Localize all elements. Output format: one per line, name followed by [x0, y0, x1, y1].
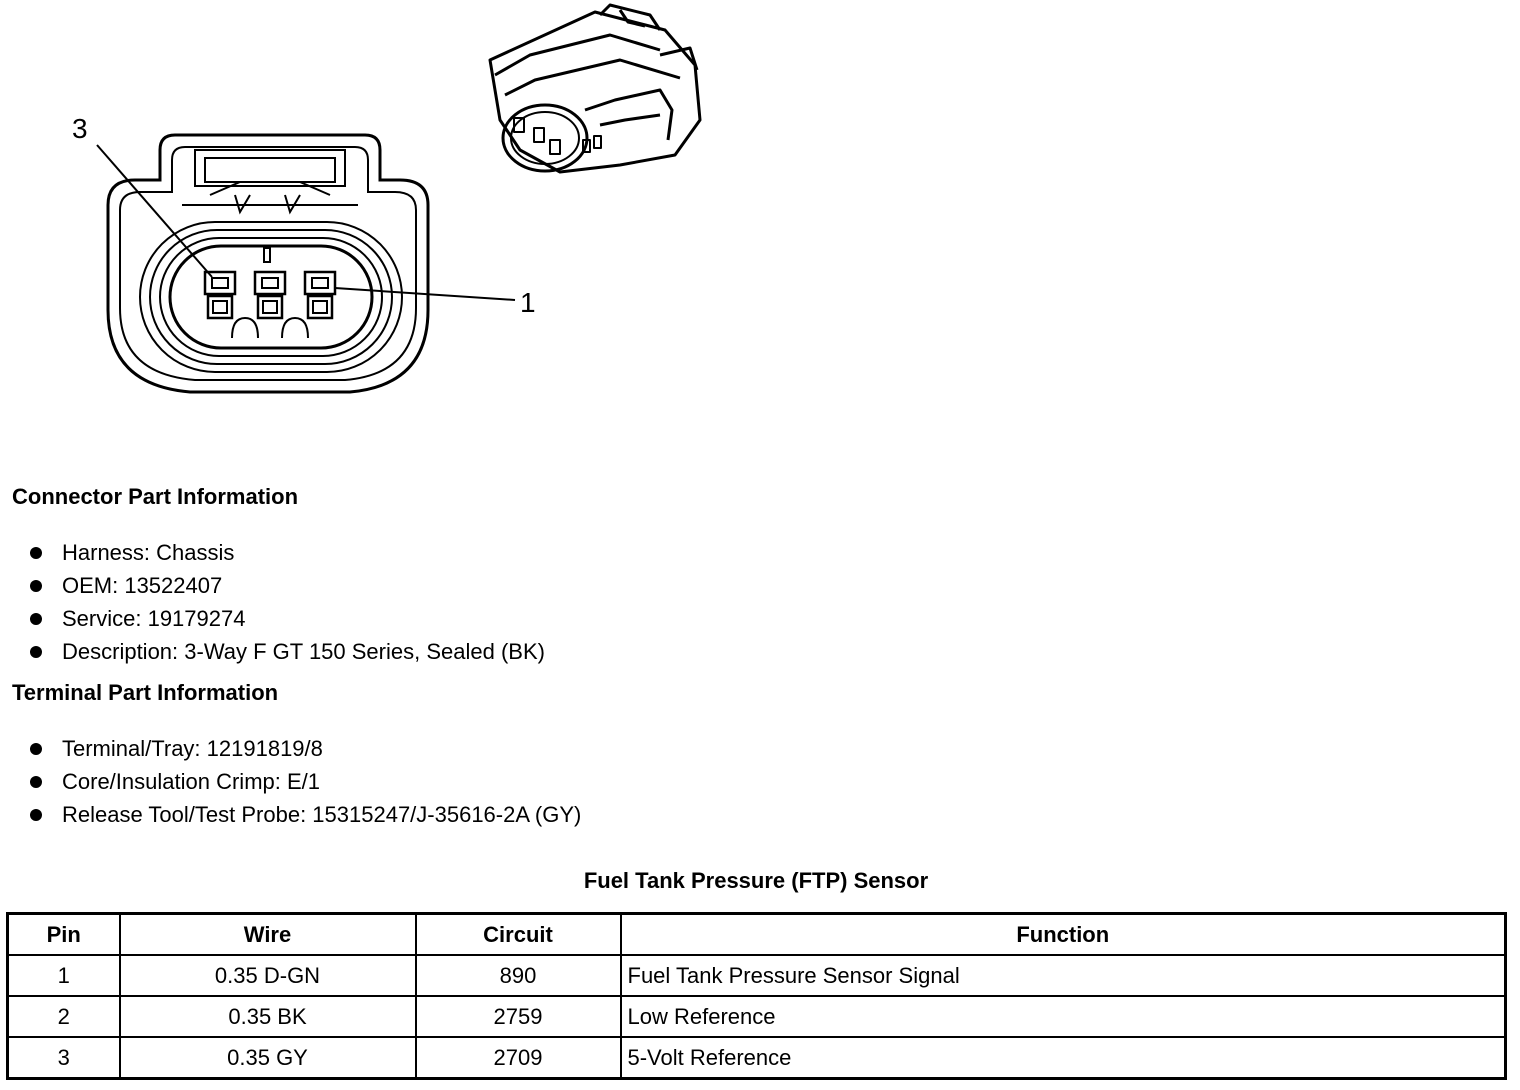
list-item-crimp: Core/Insulation Crimp: E/1 [28, 765, 581, 798]
cell-function: Fuel Tank Pressure Sensor Signal [621, 955, 1506, 996]
header-function: Function [621, 914, 1506, 956]
cell-function: 5-Volt Reference [621, 1037, 1506, 1079]
connector-diagram [0, 0, 760, 440]
cell-circuit: 2759 [416, 996, 621, 1037]
list-item-oem: OEM: 13522407 [28, 569, 545, 602]
list-item-release-tool: Release Tool/Test Probe: 15315247/J-35616-2A (GY) [28, 798, 581, 831]
cell-pin: 2 [8, 996, 120, 1037]
terminal-part-info-list [28, 732, 581, 831]
list-item-description: Description: 3-Way F GT 150 Series, Sealed (BK) [28, 635, 545, 668]
table-title: Fuel Tank Pressure (FTP) Sensor [583, 868, 929, 893]
list-item-terminal-tray: Terminal/Tray: 12191819/8 [28, 732, 581, 765]
connector-isometric-view [490, 5, 700, 172]
table-row [8, 1037, 1506, 1079]
cell-function: Low Reference [621, 996, 1506, 1037]
header-wire: Wire [120, 914, 416, 956]
pin-3-callout: 3 [72, 113, 88, 144]
cell-circuit: 2709 [416, 1037, 621, 1079]
header-circuit: Circuit [416, 914, 621, 956]
cell-wire: 0.35 GY [120, 1037, 416, 1079]
list-item-harness: Harness: Chassis [28, 536, 545, 569]
table-header-row [8, 914, 1506, 956]
connector-face-view [97, 135, 515, 392]
cell-pin: 1 [8, 955, 120, 996]
pin-1-callout: 1 [520, 287, 536, 318]
cell-wire: 0.35 D-GN [120, 955, 416, 996]
cell-wire: 0.35 BK [120, 996, 416, 1037]
cell-circuit: 890 [416, 955, 621, 996]
cell-pin: 3 [8, 1037, 120, 1079]
connector-part-info-list [28, 536, 545, 668]
pin-table [6, 912, 1507, 1080]
list-item-service: Service: 19179274 [28, 602, 545, 635]
terminal-part-info-heading: Terminal Part Information [12, 680, 279, 705]
table-row [8, 955, 1506, 996]
header-pin: Pin [8, 914, 120, 956]
table-row [8, 996, 1506, 1037]
connector-part-info-heading: Connector Part Information [12, 484, 299, 509]
